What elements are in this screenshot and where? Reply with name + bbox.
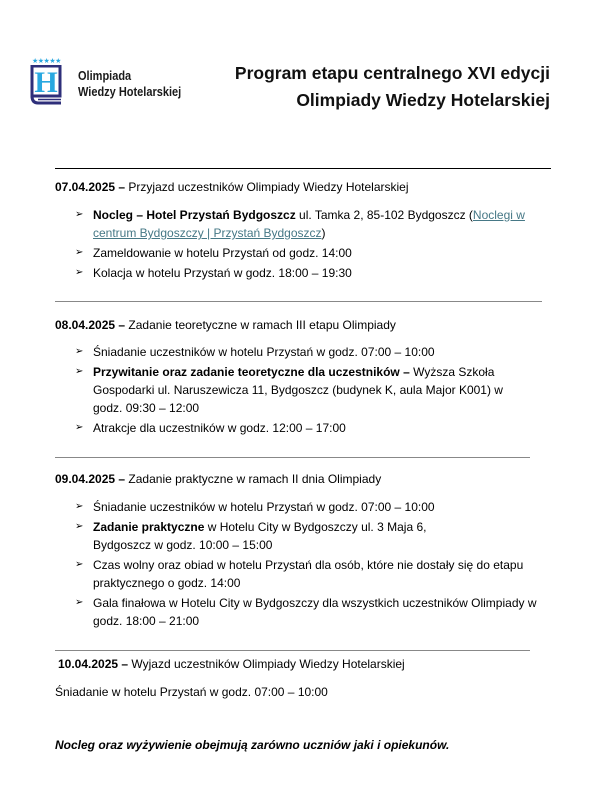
arrow-bullet-icon: ➢ — [75, 422, 84, 433]
arrow-bullet-icon: ➢ — [75, 346, 84, 357]
list-item: ➢ Zadanie praktyczne w Hotelu City w Bydgoszczy ul. 3 Maja 6, Bydgoszcz w godz. 10:00 – 15:00 — [75, 520, 427, 552]
list-item: ➢ Gala finałowa w Hotelu City w Bydgoszczy dla wszystkich uczestników Olimpiady w godz. 18:00 – 21:00 — [75, 596, 537, 628]
list-item: ➢ Kolacja w hotelu Przystań w godz. 18:00 – 19:30 — [75, 266, 352, 280]
day-heading: 10.04.2025 – Wyjazd uczestników Olimpiady Wiedzy Hotelarskiej — [58, 657, 405, 671]
footer-note: Nocleg oraz wyżywienie obejmują zarówno uczniów jaki i opiekunów. — [55, 738, 450, 752]
list-item: ➢ Czas wolny oraz obiad w hotelu Przystań dla osób, które nie dostały się do etapu praktycznego o godz. 14:00 — [75, 558, 524, 590]
day-heading: 08.04.2025 – Zadanie teoretyczne w ramach III etapu Olimpiady — [55, 318, 396, 332]
divider — [55, 650, 530, 651]
day-items — [75, 206, 555, 284]
arrow-bullet-icon: ➢ — [75, 247, 84, 258]
list-item: ➢ Zameldowanie w hotelu Przystań od godz. 14:00 — [75, 246, 352, 260]
arrow-bullet-icon: ➢ — [75, 521, 84, 532]
page-title: Program etapu centralnego XVI edycji Olimpiady Wiedzy Hotelarskiej — [234, 63, 550, 110]
breakfast-text: Śniadanie w hotelu Przystań w godz. 07:00 – 10:00 — [55, 685, 328, 699]
stars-icon: ★★★★★ — [32, 58, 61, 65]
divider — [55, 168, 551, 169]
arrow-bullet-icon: ➢ — [75, 366, 84, 377]
day-items — [75, 498, 555, 632]
divider — [55, 301, 542, 302]
arrow-bullet-icon: ➢ — [75, 209, 84, 220]
logo-text: Olimpiada Wiedzy Hotelarskiej — [78, 69, 182, 99]
arrow-bullet-icon: ➢ — [75, 559, 84, 570]
list-item: ➢ Śniadanie uczestników w hotelu Przystań w godz. 07:00 – 10:00 — [75, 345, 435, 359]
day-heading: 09.04.2025 – Zadanie praktyczne w ramach II dnia Olimpiady — [55, 472, 382, 486]
olympiad-logo — [30, 57, 210, 107]
list-item: ➢ Atrakcje dla uczestników w godz. 12:00 – 17:00 — [75, 421, 346, 435]
list-item: ➢ Śniadanie uczestników w hotelu Przystań w godz. 07:00 – 10:00 — [75, 500, 435, 514]
arrow-bullet-icon: ➢ — [75, 501, 84, 512]
arrow-bullet-icon: ➢ — [75, 597, 84, 608]
arrow-bullet-icon: ➢ — [75, 267, 84, 278]
day-items — [75, 343, 535, 439]
list-item: ➢ Nocleg – Hotel Przystań Bydgoszcz ul. Tamka 2, 85-102 Bydgoszcz (Noclegi w centrum Bydgoszczy | Przystań Bydgoszcz) — [75, 208, 525, 240]
hotel-book-icon — [30, 65, 64, 105]
list-item: ➢ Przywitanie oraz zadanie teoretyczne dla uczestników – Wyższa Szkoła Gospodarki ul. Naruszewicza 11, Bydgoszcz (budynek K, aula Major K001) w godz. 09:30 – 12:00 — [75, 365, 503, 415]
divider — [55, 457, 530, 458]
day-heading: 07.04.2025 – Przyjazd uczestników Olimpiady Wiedzy Hotelarskiej — [55, 180, 409, 194]
hotel-link[interactable]: Noclegi w centrum Bydgoszczy | Przystań Bydgoszcz — [93, 208, 525, 240]
svg-text:H: H — [34, 66, 58, 99]
